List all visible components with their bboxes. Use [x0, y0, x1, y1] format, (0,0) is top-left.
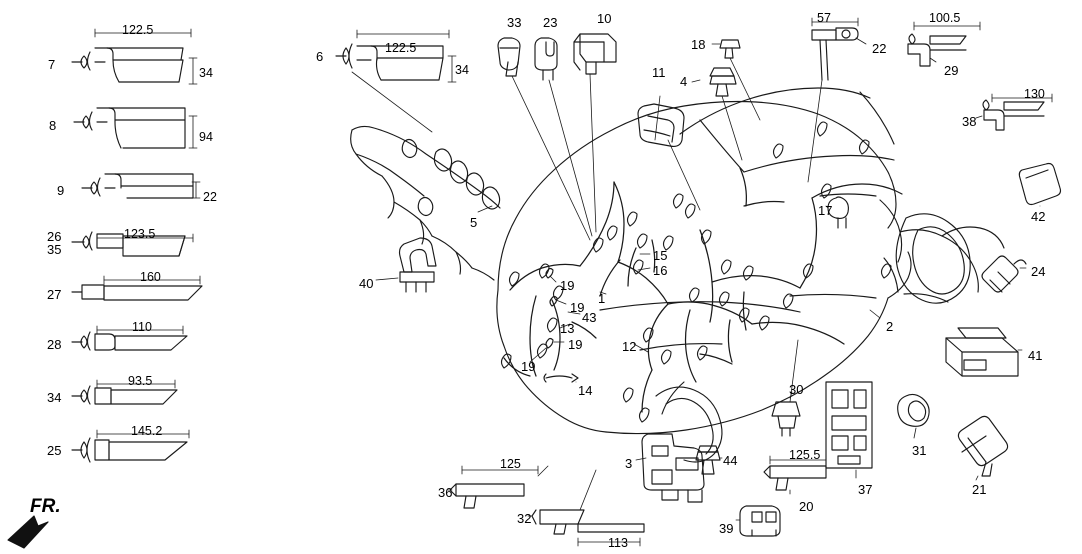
leader-6: [352, 72, 432, 132]
leader-32b: [580, 470, 596, 510]
car-body-outline: [497, 102, 911, 434]
part-20-strap: [764, 466, 826, 490]
part-21-bracket: [958, 416, 1007, 476]
leader-40: [376, 278, 398, 280]
part-36-strap: [450, 484, 524, 508]
part-5-harness: [351, 126, 500, 280]
part-40-bracket: [400, 238, 437, 292]
callout-15: 15: [653, 248, 668, 263]
part-28-clamp: [72, 332, 187, 350]
callout-24: 24: [1031, 264, 1046, 279]
callout-16: 16: [653, 263, 668, 278]
leader-31: [914, 428, 916, 438]
callout-5: 5: [470, 215, 478, 230]
dim-34-93_5-label: 93.5: [128, 374, 153, 388]
callout-32: 32: [517, 511, 532, 526]
dim-7-122_5-label: 122.5: [122, 23, 154, 37]
callout-13: 13: [560, 321, 575, 336]
callout-18: 18: [691, 37, 706, 52]
dim-6-34-label: 34: [455, 63, 469, 77]
leader-3: [636, 458, 646, 460]
callout-1: 1: [598, 291, 606, 306]
callout-20: 20: [799, 499, 814, 514]
part-42-cover: [1019, 164, 1060, 205]
part-9-clamp: [82, 174, 193, 198]
callout-19-c: 19: [568, 337, 583, 352]
callout-36: 36: [438, 485, 453, 500]
dim-130-label: 130: [1024, 87, 1045, 101]
callout-22: 22: [872, 41, 887, 56]
part-24-clip: [982, 256, 1026, 292]
part-37-fusebox: [826, 382, 872, 468]
fr-arrow: [8, 516, 48, 548]
leader-36b: [538, 466, 548, 476]
dim-27-160-label: 160: [140, 270, 161, 284]
callout-26: 26: [47, 229, 62, 244]
callout-8: 8: [49, 118, 57, 133]
part-10-connector: [574, 34, 616, 74]
part-23-connector: [535, 38, 557, 80]
leader-11b: [668, 140, 700, 210]
dim-100_5-label: 100.5: [929, 11, 961, 25]
part-33-connector: [498, 38, 520, 76]
part-31-grommet: [898, 394, 929, 426]
leader-33: [512, 76, 590, 240]
callout-42: 42: [1031, 209, 1046, 224]
part-32-strap: [532, 510, 644, 534]
leader-18b: [730, 58, 760, 120]
callout-43: 43: [582, 310, 597, 325]
dim-125_5-label: 125.5: [789, 448, 821, 462]
callout-21: 21: [972, 482, 987, 497]
front-orientation-label: FR.: [30, 496, 61, 517]
dim-25-145_2-label: 145.2: [131, 424, 163, 438]
callout-3: 3: [625, 456, 633, 471]
dim-113-label: 113: [608, 536, 628, 550]
part-39-connector: [740, 506, 780, 536]
part-57-bracket: [812, 28, 858, 80]
dim-28-110-label: 110: [132, 320, 152, 334]
leader-23: [549, 80, 592, 236]
callout-31: 31: [912, 443, 927, 458]
part-7-clamp: [72, 48, 183, 82]
leader-57: [808, 80, 822, 182]
callout-29: 29: [944, 63, 959, 78]
callout-40: 40: [359, 276, 374, 291]
part-8-clamp: [74, 108, 185, 148]
leader-2: [870, 310, 880, 318]
callout-27: 27: [47, 287, 62, 302]
callout-38: 38: [962, 114, 977, 129]
callout-2: 2: [886, 319, 894, 334]
part-27-strap: [72, 285, 202, 300]
car-creases: [598, 291, 876, 414]
callout-14: 14: [578, 383, 593, 398]
leader-10: [590, 74, 596, 232]
part-38-bracket: [983, 100, 1044, 130]
part-41-relay: [946, 328, 1018, 376]
callout-28: 28: [47, 337, 62, 352]
dim-9-22-label: 22: [203, 190, 217, 204]
callout-19-a: 19: [560, 278, 575, 293]
callout-11: 11: [652, 65, 666, 80]
callout-10: 10: [597, 11, 612, 26]
dim-8-94-label: 94: [199, 130, 213, 144]
callout-33: 33: [507, 15, 522, 30]
harness-clips: [502, 122, 892, 422]
callout-23: 23: [543, 15, 558, 30]
dim-26-123_5-label: 123.5: [124, 227, 156, 241]
part-14-wire: [544, 374, 578, 382]
callout-19-b: 19: [570, 300, 585, 315]
callout-7: 7: [48, 57, 56, 72]
part-4-bolt: [710, 68, 736, 96]
callout-25: 25: [47, 443, 62, 458]
part-29-bracket: [908, 34, 966, 66]
dim-7-34-label: 34: [199, 66, 213, 80]
part-3-bracket: [642, 434, 704, 502]
callout-41: 41: [1028, 348, 1043, 363]
leader-4: [692, 80, 700, 82]
part-34-clamp: [72, 386, 177, 404]
callout-35: 35: [47, 242, 62, 257]
part-30-clip: [772, 402, 800, 436]
callout-34: 34: [47, 390, 62, 405]
callout-39: 39: [719, 521, 734, 536]
dim-6-122_5: [357, 30, 449, 38]
leader-29: [930, 58, 936, 62]
leader-22: [856, 38, 866, 44]
leader-16: [638, 268, 650, 270]
callout-19-d: 19: [521, 359, 536, 374]
callout-9: 9: [57, 183, 65, 198]
leader-38: [976, 116, 982, 118]
part-25-strap: [72, 438, 187, 462]
callout-37: 37: [858, 482, 873, 497]
callout-12: 12: [622, 339, 637, 354]
part-18-bolt: [720, 40, 740, 58]
leader-21: [976, 476, 978, 480]
callout-6: 6: [316, 49, 324, 64]
callout-44: 44: [723, 453, 738, 468]
dim-57-label: 57: [817, 11, 831, 25]
dim-6-122_5-label: 122.5: [385, 41, 417, 55]
callout-4: 4: [680, 74, 688, 89]
callout-17: 17: [818, 203, 833, 218]
callout-30: 30: [789, 382, 804, 397]
dim-8-94: [189, 116, 197, 148]
dim-7-34: [189, 58, 197, 84]
dim-125-label: 125: [500, 457, 521, 471]
